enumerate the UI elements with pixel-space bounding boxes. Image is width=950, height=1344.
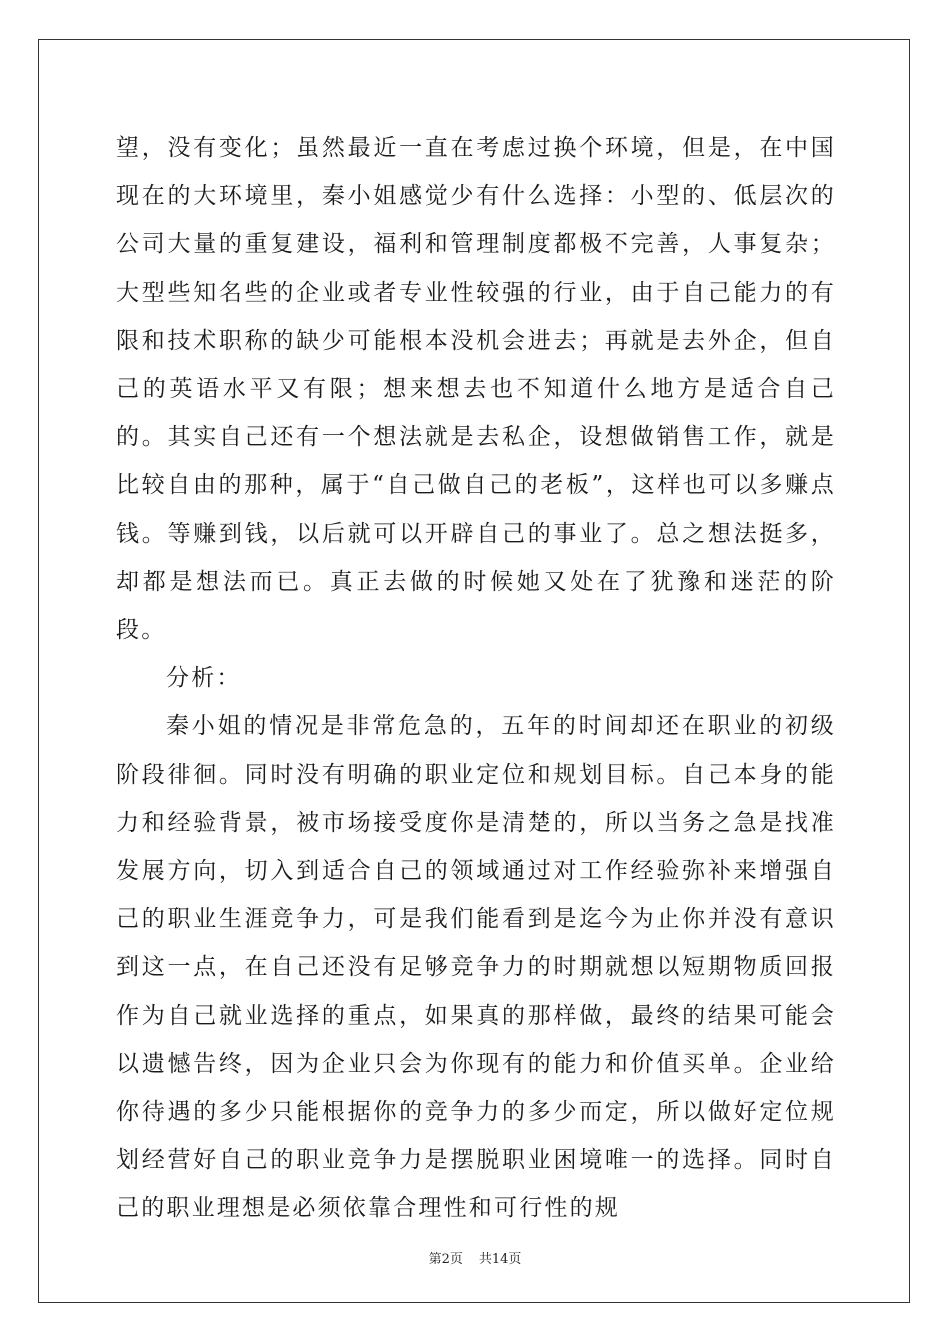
page-footer [0,1248,950,1267]
paragraph-continued: 望，没有变化；虽然最近一直在考虑过换个环境，但是，在中国现在的大环境里，秦小姐感觉少有什么选择：小型的、低层次的公司大量的重复建设，福利和管理制度都极不完善，人事复杂；大型些知名些的企业或者专业性较强的行业，由于自己能力的有限和技术职称的缺少可能根本没机会进去；再就是去外企，但自己的英语水平又有限；想来想去也不知道什么地方是适合自己的。其实自己还有一个想法就是去私企，设想做销售工作，就是比较自由的那种，属于“自己做自己的老板”，这样也可以多赚点钱。等赚到钱，以后就可以开辟自己的事业了。总之想法挺多，却都是想法而已。真正去做的时候她又处在了犹豫和迷茫的阶段。 [116,135,836,644]
paragraph-analysis: 秦小姐的情况是非常危急的，五年的时间却还在职业的初级阶段徘徊。同时没有明确的职业定位和规划目标。自己本身的能力和经验背景，被市场接受度你是清楚的，所以当务之急是找准发展方向，切入到适合自己的领域通过对工作经验弥补来增强自己的职业生涯竞争力，可是我们能看到是迄今为止你并没有意识到这一点，在自己还没有足够竞争力的时期就想以短期物质回报作为自己就业选择的重点，如果真的那样做，最终的结果可能会以遗憾告终，因为企业只会为你现有的能力和价值买单。企业给你待遇的多少只能根据你的竞争力的多少而定，所以做好定位规划经营好自己的职业竞争力是摆脱职业困境唯一的选择。同时自己的职业理想是必须依靠合理性和可行性的规 [116,713,836,1222]
document-body [116,124,836,1233]
page-total: 共14页 [478,1252,522,1267]
analysis-heading: 分析： [166,665,242,692]
page-number: 第2页 [428,1252,463,1267]
